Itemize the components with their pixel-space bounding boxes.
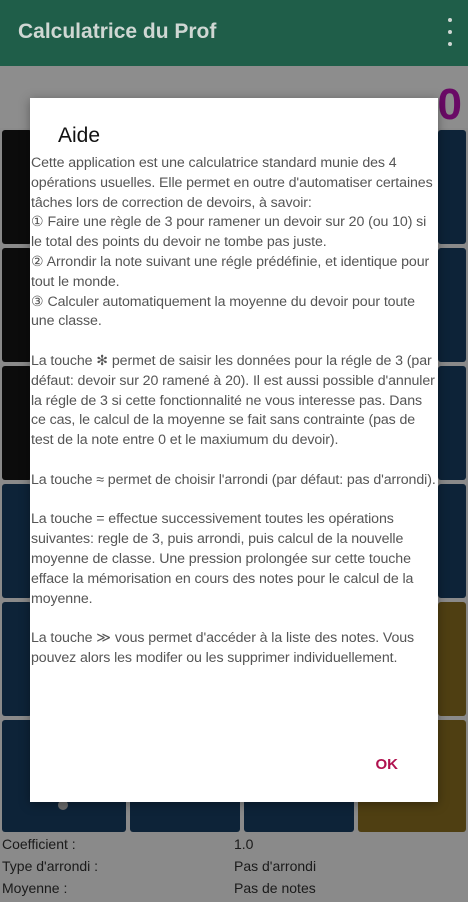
info-label: Moyenne : [2, 880, 68, 896]
info-value: Pas de notes [234, 880, 316, 896]
dialog-body-text: Cette application est une calculatrice standard munie des 4 opérations usuelles. Elle permet en outre d'automatiser certaines tâches lors de correction de devoirs, à savoir: ① Faire une règle de 3 pour ramener un devoir sur 20 (ou 10) si le total des points du devoir ne tombe pas juste. ② Arrondir la note suivant une régle prédéfinie, et identique pour tout le monde. ③ Calculer automatiquement la moyenne du devoir pour toute une classe. La touche ✻ permet de saisir les données pour la régle de 3 (par défaut: devoir sur 20 ramené à 20). Il est aussi possible d'annuler la régle de 3 si cette fonctionnalité ne vous interesse pas. Dans ce cas, le calcul de la moyenne se fait sans contrainte (pas de test de la note entre 0 et le maxiumum du devoir). La touche ≈ permet de choisir l'arrondi (par défaut: pas d'arrondi). La touche = effectue successivement toutes les opérations suivantes: regle de 3, puis arrondi, puis calcul de la nouvelle moyenne de classe. Une pression prolongée sur cette touche efface la mémorisation en cours des notes pour le calcul de la moyenne. La touche ≫ vous permet d'accéder à la liste des notes. Vous pouvez alors les modifer ou les supprimer individuellement. [31, 155, 436, 666]
info-value: Pas d'arrondi [234, 858, 317, 874]
info-value: 1.0 [234, 836, 254, 852]
ok-button[interactable]: OK [375, 756, 398, 773]
dialog-title: Aide [58, 124, 101, 147]
help-dialog [30, 98, 438, 802]
display-value: 0 [437, 80, 462, 129]
info-label: Coefficient : [2, 836, 76, 852]
app-title: Calculatrice du Prof [18, 20, 217, 43]
info-label: Type d'arrondi : [2, 858, 99, 874]
